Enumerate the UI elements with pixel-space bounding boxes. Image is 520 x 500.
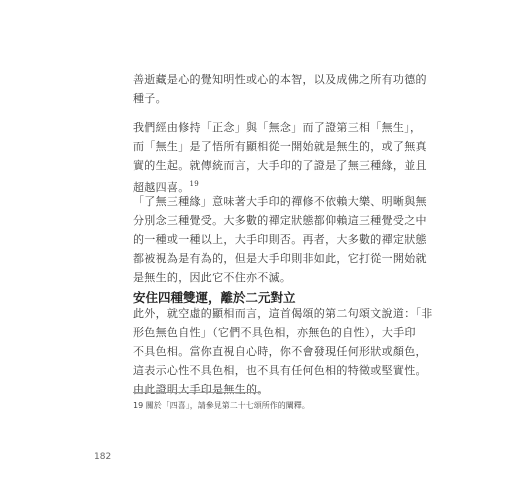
text-line: 是無生的，因此它不住亦不滅。 — [133, 271, 292, 284]
footnote-text: 19 關於「四喜」，請參見第二十七頌所作的闡釋。 — [133, 401, 310, 410]
text-line: 不具色相。當你直視自心時，你不會發現任何形狀或顏色， — [133, 345, 427, 358]
text-line: 分別念三種覺受。大多數的禪定狀態都仰賴這三種覺受之中 — [133, 214, 427, 227]
text-line: 實的生起。就傳統而言，大手印的了證是了無三種緣，並且 — [133, 159, 427, 172]
text-line: 我們經由修持「正念」與「無念」而了證第三相「無生」， — [133, 121, 422, 134]
footnote-divider — [133, 392, 261, 393]
text-line: 此外，就空虛的顯相而言，這首偈頌的第二句頌文說道：「非 — [133, 307, 433, 320]
text-line: 形色無色自性」（它們不具色相，亦無色的自性），大手印 — [133, 326, 416, 339]
paragraph-2 — [133, 118, 427, 197]
section-heading: 安住四種雙運，離於二元對立 — [133, 290, 296, 305]
paragraph-4 — [133, 304, 433, 399]
footnote-reference: 19 — [189, 180, 200, 188]
text-line: 而「無生」是了悟所有顯相從一開始就是無生的，或了無真 — [133, 140, 427, 153]
page-number: 182 — [94, 452, 112, 462]
text-line: 種子。 — [133, 92, 167, 105]
text-line: 都被視為是有為的，但是大手印則非如此，它打從一開始就 — [133, 252, 427, 265]
text-line: 的一種或一種以上，大手印則否。再者，大多數的禪定狀態 — [133, 233, 427, 246]
paragraph-1 — [133, 70, 427, 108]
text-line-content: 超越四喜。 — [133, 181, 190, 194]
text-line: 由此證明大手印是無生的。 — [133, 383, 269, 396]
text-line: 這表示心性不具色相，也不具有任何色相的特徵或堅實性。 — [133, 364, 427, 377]
text-line: 善逝藏是心的覺知明性或心的本智，以及成佛之所有功德的 — [133, 73, 427, 86]
text-line: 「了無三種緣」意味著大手印的禪修不依賴大樂、明晰與無 — [133, 195, 427, 208]
paragraph-3 — [133, 192, 427, 287]
